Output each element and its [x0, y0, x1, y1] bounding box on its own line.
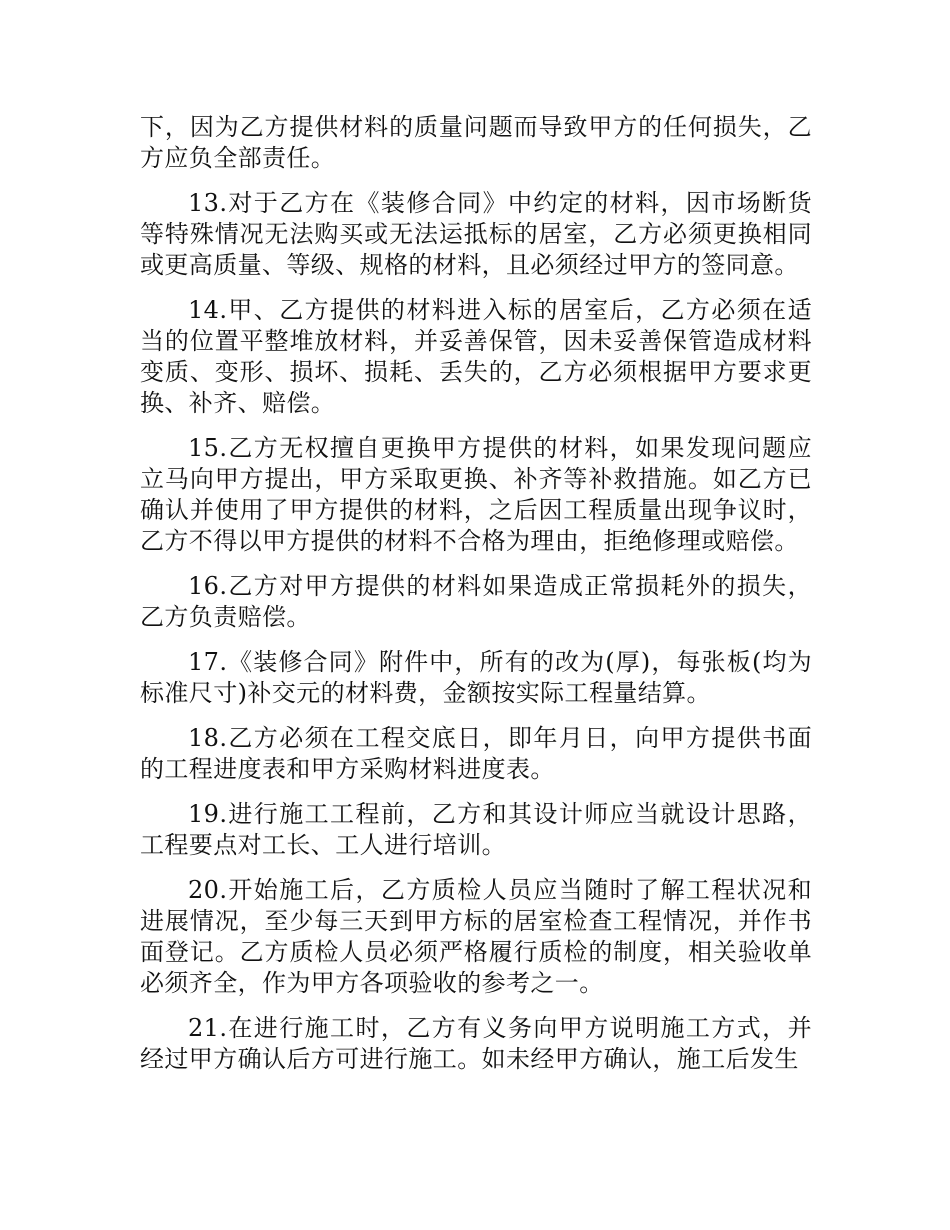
paragraph-clause-20: 20.开始施工后，乙方质检人员应当随时了解工程状况和进展情况，至少每三天到甲方标的居室检查工程情况，并作书面登记。乙方质检人员必须严格履行质检的制度，相关验收单必须齐全，作为甲方各项验收的参考之一。: [140, 876, 812, 997]
paragraph-clause-15: 15.乙方无权擅自更换甲方提供的材料，如果发现问题应立马向甲方提出，甲方采取更换、补齐等补救措施。如乙方已确认并使用了甲方提供的材料，之后因工程质量出现争议时，乙方不得以甲方提供的材料不合格为理由，拒绝修理或赔偿。: [140, 434, 812, 555]
paragraph-clause-13: 13.对于乙方在《装修合同》中约定的材料，因市场断货等特殊情况无法购买或无法运抵标的居室，乙方必须更换相同或更高质量、等级、规格的材料，且必须经过甲方的签同意。: [140, 189, 812, 279]
document-body: [140, 112, 812, 1089]
paragraph-clause-19: 19.进行施工工程前，乙方和其设计师应当就设计思路，工程要点对工长、工人进行培训。: [140, 800, 812, 859]
paragraph-clause-14: 14.甲、乙方提供的材料进入标的居室后，乙方必须在适当的位置平整堆放材料，并妥善保管，因未妥善保管造成材料变质、变形、损坏、损耗、丢失的，乙方必须根据甲方要求更换、补齐、赔偿。: [140, 296, 812, 417]
paragraph-clause-17: 17.《装修合同》附件中，所有的改为(厚)，每张板(均为标准尺寸)补交元的材料费，金额按实际工程量结算。: [140, 648, 812, 707]
paragraph-clause-16: 16.乙方对甲方提供的材料如果造成正常损耗外的损失，乙方负责赔偿。: [140, 572, 812, 631]
paragraph-clause-21: 21.在进行施工时，乙方有义务向甲方说明施工方式，并经过甲方确认后方可进行施工。如未经甲方确认，施工后发生: [140, 1014, 812, 1073]
paragraph-clause-18: 18.乙方必须在工程交底日，即年月日，向甲方提供书面的工程进度表和甲方采购材料进度表。: [140, 724, 812, 783]
paragraph-continuation: 下，因为乙方提供材料的质量问题而导致甲方的任何损失，乙方应负全部责任。: [140, 113, 812, 172]
